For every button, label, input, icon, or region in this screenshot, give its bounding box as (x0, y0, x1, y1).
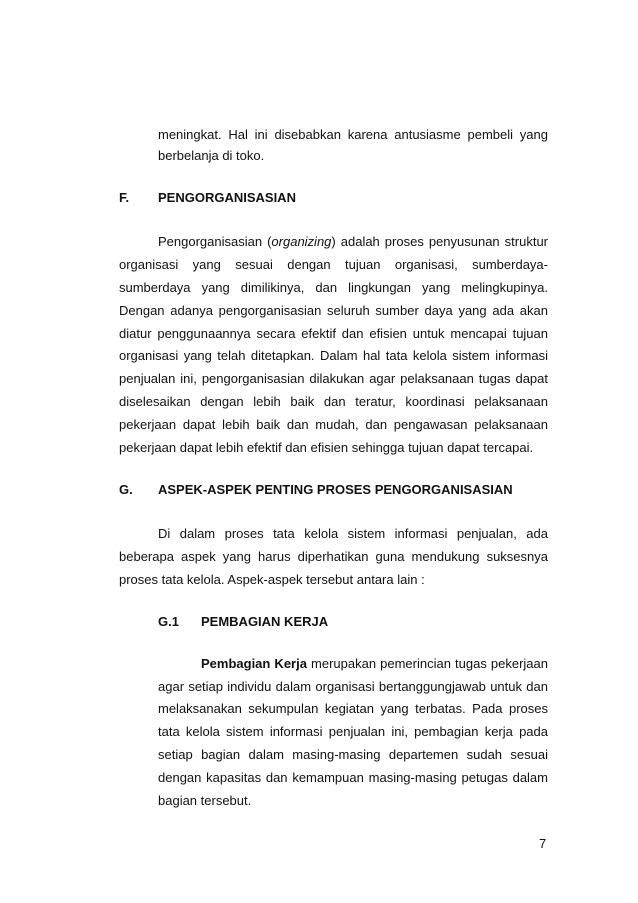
paragraph-line: Di dalam proses tata kelola sistem informasi penjualan, ada (158, 526, 548, 541)
paragraph-line: penjualan ini, pengorganisasian dilakukan agar pelaksanaan tugas dapat (119, 371, 548, 386)
subsection-title: PEMBAGIAN KERJA (201, 614, 329, 629)
paragraph-line: diselesaikan dengan lebih baik dan teratur, koordinasi pelaksanaan (119, 394, 548, 409)
paragraph-line: melaksanakan sekumpulan kegiatan yang terbatas. Pada proses (158, 701, 548, 716)
subsection-number: G.1 (158, 614, 179, 629)
paragraph-line: setiap bagian dalam masing-masing departemen sudah sesuai (158, 747, 548, 762)
bold-term: Pembagian Kerja (201, 656, 307, 671)
emphasis-text: organizing (271, 234, 332, 249)
paragraph-line: organisasi yang telah ditetapkan. Dalam hal tata kelola sistem informasi (119, 348, 548, 363)
paragraph-line: bagian tersebut. (158, 793, 252, 808)
paragraph-line: dengan kapasitas dan kemampuan masing-masing petugas dalam (158, 770, 548, 785)
paragraph-line: Dengan adanya pengorganisasian seluruh sumber daya yang ada akan (119, 303, 548, 318)
paragraph-line: diatur penggunaannya secara efektif dan efisien untuk mencapai tujuan (119, 326, 548, 341)
paragraph-line: pekerjaan dapat lebih efektif dan efisien sehingga tujuan dapat tercapai. (119, 440, 534, 455)
section-title: ASPEK-ASPEK PENTING PROSES PENGORGANISASIAN (158, 482, 513, 497)
section-number: G. (119, 482, 133, 497)
section-number: F. (119, 190, 130, 205)
paragraph-line: beberapa aspek yang harus diperhatikan guna mendukung suksesnya (119, 549, 548, 564)
paragraph-line: proses tata kelola. Aspek-aspek tersebut antara lain : (119, 572, 425, 587)
section-title: PENGORGANISASIAN (158, 190, 296, 205)
paragraph-line: tata kelola sistem informasi penjualan ini, pembagian kerja pada (158, 724, 548, 739)
paragraph-line: Pengorganisasian (organizing) adalah proses penyusunan struktur (158, 234, 548, 249)
paragraph-line: meningkat. Hal ini disebabkan karena antusiasme pembeli yang (158, 127, 548, 142)
paragraph-line: organisasi yang sesuai dengan tujuan organisasi, sumberdaya- (119, 257, 548, 272)
page-number: 7 (539, 836, 547, 851)
paragraph-line: berbelanja di toko. (158, 148, 265, 163)
paragraph-line: agar setiap individu dalam organisasi bertanggungjawab untuk dan (158, 679, 548, 694)
paragraph-line: sumberdaya yang dimilikinya, dan lingkungan yang melingkupinya. (119, 280, 548, 295)
paragraph-line: Pembagian Kerja merupakan pemerincian tugas pekerjaan (201, 656, 548, 671)
paragraph-line: pekerjaan dapat lebih baik dan mudah, dan pengawasan pelaksanaan (119, 417, 548, 432)
